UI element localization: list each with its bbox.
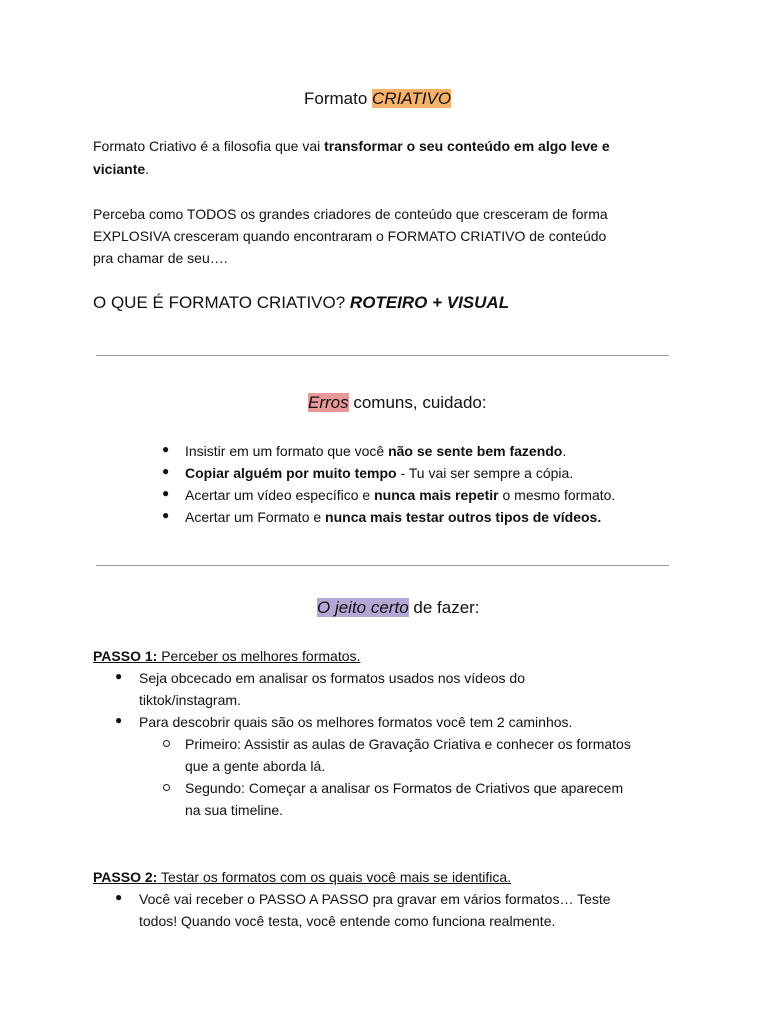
right-way-heading-rest: de fazer: <box>408 598 480 617</box>
bullet-icon: ● <box>115 713 123 727</box>
intro-text: Formato Criativo é a filosofia que vai <box>93 138 325 154</box>
error-item-bold: nunca mais testar outros tipos de vídeos. <box>325 509 602 525</box>
intro-bold-text-2: viciante <box>93 161 146 177</box>
intro-paragraph-line-1 <box>93 135 610 157</box>
errors-heading <box>308 393 487 413</box>
step-1-bullet-1-line-2: tiktok/instagram. <box>139 692 241 708</box>
page-title <box>304 89 451 109</box>
step-1-sub-1-line-2: que a gente aborda lá. <box>185 758 326 774</box>
title-highlight: CRIATIVO <box>372 89 452 108</box>
step-1-sub-1-line-1: Primeiro: Assistir as aulas de Gravação Criativa e conhecer os formatos <box>185 736 631 752</box>
step-1-bullet-2: Para descobrir quais são os melhores formatos você tem 2 caminhos. <box>139 714 573 730</box>
error-item-text: Insistir em um formato que você <box>185 443 389 459</box>
step-1-sub-2-line-1: Segundo: Começar a analisar os Formatos de Criativos que aparecem <box>185 780 624 796</box>
bullet-icon: ● <box>115 669 123 683</box>
divider-2 <box>96 565 669 566</box>
step-1-sub-2-line-2: na sua timeline. <box>185 802 284 818</box>
error-item-bold: nunca mais repetir <box>374 487 499 503</box>
intro-p2-line-2: EXPLOSIVA cresceram quando encontraram o FORMATO CRIATIVO de conteúdo <box>93 228 607 244</box>
step-1-bullet-1-line-1: Seja obcecado em analisar os formatos usados nos vídeos do <box>139 670 526 686</box>
right-way-heading <box>317 598 480 618</box>
errors-heading-rest: comuns, cuidado: <box>348 393 487 412</box>
step-2-heading <box>93 866 511 888</box>
bullet-icon: ● <box>162 486 170 500</box>
error-item-text: - Tu vai ser sempre a cópia. <box>396 465 574 481</box>
intro-p2-line-1: Perceba como TODOS os grandes criadores de conteúdo que cresceram de forma <box>93 206 608 222</box>
question-line <box>93 293 509 313</box>
step-1-title: Perceber os melhores formatos. <box>157 648 361 664</box>
step-1-heading <box>93 645 360 667</box>
intro-bold-text: transformar o seu conteúdo em algo leve e <box>324 138 610 154</box>
circle-bullet-icon <box>163 740 170 747</box>
question-text: O QUE É FORMATO CRIATIVO? <box>93 293 350 312</box>
step-2-label: PASSO 2: <box>93 869 158 885</box>
error-item-3 <box>185 484 615 506</box>
title-prefix: Formato <box>304 89 373 108</box>
step-1-label: PASSO 1: <box>93 648 158 664</box>
step-2-title: Testar os formatos com os quais você mais se identifica. <box>157 869 512 885</box>
intro-period: . <box>145 161 150 177</box>
bullet-icon: ● <box>115 890 123 904</box>
divider-1 <box>96 355 669 356</box>
bullet-icon: ● <box>162 464 170 478</box>
step-2-bullet-1-line-1: Você vai receber o PASSO A PASSO pra gravar em vários formatos… Teste <box>139 891 611 907</box>
error-item-1 <box>185 440 566 462</box>
bullet-icon: ● <box>162 508 170 522</box>
intro-paragraph-line-2 <box>93 158 149 180</box>
errors-heading-highlight: Erros <box>308 393 349 412</box>
question-answer: ROTEIRO + VISUAL <box>349 293 510 312</box>
step-2-bullet-1-line-2: todos! Quando você testa, você entende como funciona realmente. <box>139 913 556 929</box>
bullet-icon: ● <box>162 442 170 456</box>
error-item-tail: o mesmo formato. <box>498 487 616 503</box>
intro-p2-line-3: pra chamar de seu…. <box>93 250 228 266</box>
right-way-heading-highlight: O jeito certo <box>317 598 409 617</box>
error-item-text: Acertar um vídeo específico e <box>185 487 375 503</box>
error-item-2 <box>185 462 573 484</box>
error-item-4 <box>185 506 601 528</box>
error-item-bold: não se sente bem fazendo <box>388 443 563 459</box>
error-item-tail: . <box>562 443 567 459</box>
error-item-bold: Copiar alguém por muito tempo <box>185 465 397 481</box>
error-item-text: Acertar um Formato e <box>185 509 326 525</box>
circle-bullet-icon <box>163 784 170 791</box>
